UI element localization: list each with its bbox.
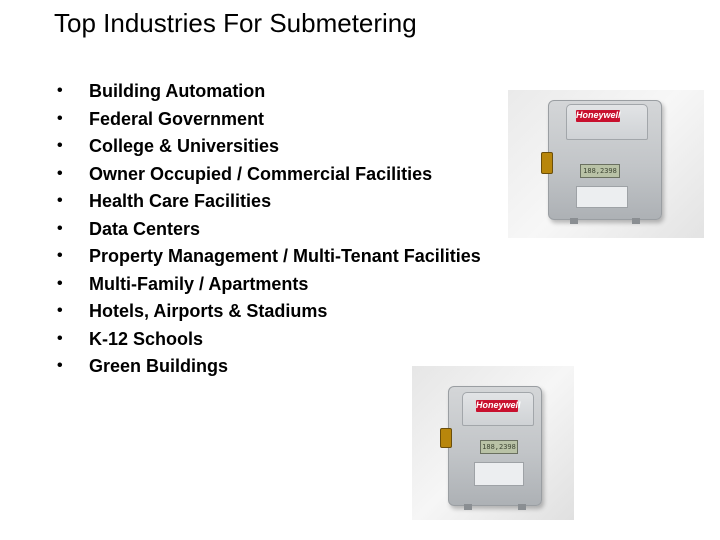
list-item-label: Green Buildings xyxy=(89,356,229,376)
list-item-label: College & Universities xyxy=(89,136,280,156)
meter-label-plate xyxy=(576,186,628,208)
bullet-icon: • xyxy=(57,274,63,292)
list-item-label: Building Automation xyxy=(89,81,266,101)
list-item-label: Property Management / Multi-Tenant Facilities xyxy=(89,246,481,266)
meter-mount-foot xyxy=(632,218,640,224)
bullet-icon: • xyxy=(57,357,63,374)
bullet-icon: • xyxy=(57,137,63,154)
meter-conduit-fitting xyxy=(440,428,452,448)
list-item-label: K-12 Schools xyxy=(89,328,204,349)
bullet-icon: • xyxy=(57,164,63,182)
slide-title: Top Industries For Submetering xyxy=(54,8,417,38)
meter-brand-logo: Honeywell xyxy=(476,400,521,410)
bullet-icon: • xyxy=(57,219,63,237)
meter-brand-logo: Honeywell xyxy=(576,110,621,120)
meter-lcd-display: 188,2398 xyxy=(580,164,620,178)
bullet-icon: • xyxy=(57,247,63,264)
meter-mount-foot xyxy=(518,504,526,510)
bullet-icon: • xyxy=(57,82,63,99)
bullet-icon: • xyxy=(57,329,63,347)
meter-conduit-fitting xyxy=(541,152,553,174)
bullet-icon: • xyxy=(57,109,63,127)
meter-lcd-display: 188,2398 xyxy=(480,440,518,454)
submeter-photo xyxy=(508,90,704,238)
list-item-label: Owner Occupied / Commercial Facilities xyxy=(89,163,433,184)
meter-mount-foot xyxy=(464,504,472,510)
bullet-icon: • xyxy=(57,302,63,319)
meter-mount-foot xyxy=(570,218,578,224)
list-item-label: Multi-Family / Apartments xyxy=(89,273,309,294)
submeter-photo xyxy=(412,366,574,520)
list-item-label: Health Care Facilities xyxy=(89,191,272,211)
list-item-label: Data Centers xyxy=(89,218,201,239)
list-item-label: Hotels, Airports & Stadiums xyxy=(89,301,328,321)
bullet-icon: • xyxy=(57,192,63,209)
list-item-label: Federal Government xyxy=(89,108,265,129)
meter-label-plate xyxy=(474,462,524,486)
